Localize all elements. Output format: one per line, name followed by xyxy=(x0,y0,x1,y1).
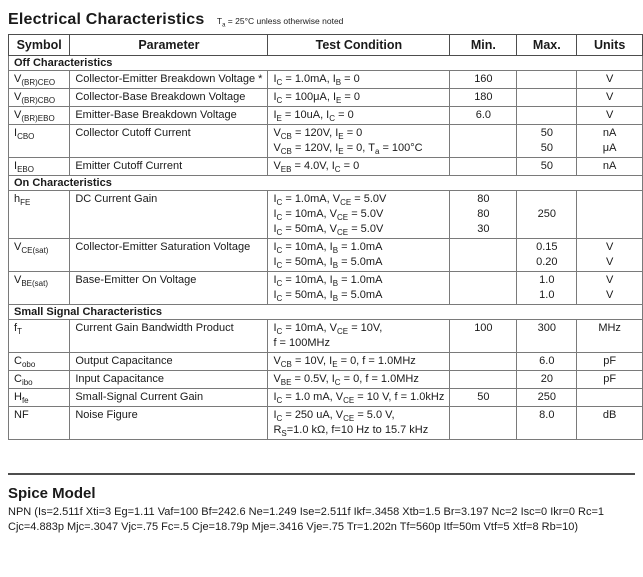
spice-model-line-1: NPN (Is=2.511f Xti=3 Eg=1.11 Vaf=100 Bf=242.6 Ne=1.249 Ise=2.511f Ikf=.3458 Xtb=1.5 Br=3.197 Nc=2 Isc=0 Ikr=0 Rc=1 xyxy=(8,506,605,518)
cell-symbol xyxy=(9,158,70,176)
cell-units xyxy=(577,125,643,158)
cell-min xyxy=(450,191,517,239)
cell-line: 6.0 xyxy=(475,109,492,121)
cell-line: dB xyxy=(602,409,617,421)
cell-min xyxy=(450,272,517,305)
table-row xyxy=(9,125,643,158)
table-row xyxy=(9,89,643,107)
spice-model-line-2: Cjc=4.883p Mjc=.3047 Vjc=.75 Fc=.5 Cje=18.79p Mje=.3416 Vje=.75 Tr=1.202n Tf=560p Itf=50m Vtf=5 Xtf=8 Rb=10) xyxy=(8,521,579,533)
cell-line xyxy=(455,423,511,438)
cell-max xyxy=(517,272,577,305)
cell-line: $I_C = 50mA$, $I_B = 5.0mA$ xyxy=(273,289,383,304)
cell-parameter xyxy=(70,407,268,440)
cell-line: 50 xyxy=(540,127,553,139)
cell-line xyxy=(455,141,511,156)
cell-max xyxy=(517,158,577,176)
cell-line: V xyxy=(605,274,614,286)
table-row xyxy=(9,191,643,239)
cell-parameter xyxy=(70,389,268,407)
column-header-test-condition: Test Condition xyxy=(268,35,450,56)
section-divider xyxy=(8,473,635,475)
cell-line: nA xyxy=(602,160,617,172)
cell-units xyxy=(577,272,643,305)
cell-line xyxy=(455,273,511,288)
cell-min xyxy=(450,107,517,125)
cell-max xyxy=(517,71,577,89)
table-row xyxy=(9,158,643,176)
cell-min xyxy=(450,389,517,407)
cell-symbol xyxy=(9,107,70,125)
cell-line: Collector Cutoff Current xyxy=(75,127,191,139)
cell-line: $I_C = 50mA$, $V_{CE} = 5.0V$ xyxy=(273,223,384,238)
cell-line xyxy=(522,336,571,351)
cell-line: $I_C = 10mA$, $V_{CE} = 10V$, xyxy=(273,322,383,337)
cell-conditions xyxy=(268,320,450,353)
cell-line: $C_{obo}$ xyxy=(14,355,36,370)
cell-line: NF xyxy=(14,409,29,421)
cell-units xyxy=(577,320,643,353)
cell-line: $V_{(BR)EBO}$ xyxy=(14,109,55,124)
cell-line: 80 xyxy=(477,193,490,205)
cell-line xyxy=(455,288,511,303)
cell-line: $V_{CB} = 120V$, $I_E = 0$, $T_a = 100^\circ C$ xyxy=(273,142,423,157)
cell-min xyxy=(450,239,517,272)
cell-line xyxy=(582,390,637,405)
cell-conditions xyxy=(268,407,450,440)
cell-conditions xyxy=(268,71,450,89)
cell-parameter xyxy=(70,239,268,272)
cell-line: 250 xyxy=(537,391,556,403)
cell-line: $I_C = 10mA$, $I_B = 1.0mA$ xyxy=(273,274,383,289)
cell-line xyxy=(455,372,511,387)
cell-line: $C_{ibo}$ xyxy=(14,373,33,388)
cell-line: Collector-Emitter Saturation Voltage xyxy=(75,241,251,253)
table-row xyxy=(9,371,643,389)
cell-max xyxy=(517,239,577,272)
cell-max xyxy=(517,389,577,407)
cell-line: 80 xyxy=(477,208,490,220)
cell-line: $V_{BE(sat)}$ xyxy=(14,274,49,289)
cell-line xyxy=(522,108,571,123)
cell-min xyxy=(450,71,517,89)
cell-line: $I_C = 250$ uA, $V_{CE} = 5.0$ V, xyxy=(273,409,395,424)
cell-parameter xyxy=(70,191,268,239)
cell-line: 50 xyxy=(477,391,490,403)
cell-line: nA xyxy=(602,127,617,139)
cell-line: $V_{BE} = 0.5V$, $I_C = 0$, f = 1.0MHz xyxy=(273,373,419,388)
cell-line: $R_S=1.0$ kΩ, f=10 Hz to 15.7 kHz xyxy=(273,424,429,439)
cell-parameter xyxy=(70,89,268,107)
table-row xyxy=(9,320,643,353)
cell-conditions xyxy=(268,371,450,389)
cell-max xyxy=(517,320,577,353)
cell-line: $V_{(BR)CEO}$ xyxy=(14,73,56,88)
cell-line: $I_E = 10uA$, $I_C = 0$ xyxy=(273,109,354,124)
cell-line: 30 xyxy=(477,223,490,235)
table-row xyxy=(9,407,643,440)
cell-conditions xyxy=(268,239,450,272)
cell-symbol xyxy=(9,89,70,107)
cell-line: 300 xyxy=(537,322,556,334)
cell-line: $h_{FE}$ xyxy=(14,193,31,208)
cell-units xyxy=(577,71,643,89)
cell-line: $V_{EB} = 4.0V$, $I_C = 0$ xyxy=(273,160,360,175)
cell-line: 0.15 xyxy=(536,241,558,253)
cell-max xyxy=(517,107,577,125)
electrical-characteristics-table xyxy=(8,34,643,440)
section-row xyxy=(9,305,643,320)
table-header-row xyxy=(9,35,643,56)
cell-max xyxy=(517,191,577,239)
cell-line: $I_{EBO}$ xyxy=(14,160,34,175)
cell-line: $I_C = 1.0mA$, $V_{CE} = 5.0V$ xyxy=(273,193,387,208)
cell-line: $I_C = 50mA$, $I_B = 5.0mA$ xyxy=(273,256,383,271)
cell-symbol xyxy=(9,191,70,239)
cell-max xyxy=(517,89,577,107)
cell-units xyxy=(577,353,643,371)
cell-line: $V_{CB} = 120V$, $I_E = 0$ xyxy=(273,127,363,142)
table-row xyxy=(9,71,643,89)
cell-parameter xyxy=(70,71,268,89)
cell-line xyxy=(455,354,511,369)
cell-line xyxy=(455,240,511,255)
cell-line: $f_T$ xyxy=(14,322,22,337)
cell-conditions xyxy=(268,353,450,371)
cell-line: f = 100MHz xyxy=(273,337,330,349)
cell-line xyxy=(522,423,571,438)
section-row xyxy=(9,56,643,71)
cell-line: $I_{CBO}$ xyxy=(14,127,35,142)
cell-units xyxy=(577,407,643,440)
table-row xyxy=(9,272,643,305)
cell-line: 1.0 xyxy=(539,289,555,301)
cell-line: Collector-Base Breakdown Voltage xyxy=(75,91,246,103)
table-row xyxy=(9,239,643,272)
cell-conditions xyxy=(268,191,450,239)
section-label: Small Signal Characteristics xyxy=(9,305,643,320)
cell-line: pF xyxy=(603,373,617,385)
cell-units xyxy=(577,389,643,407)
title-note: $T_a = 25^\circ C$ unless otherwise noted xyxy=(216,16,344,29)
cell-line xyxy=(582,222,637,237)
cell-min xyxy=(450,320,517,353)
cell-symbol xyxy=(9,272,70,305)
cell-line: 180 xyxy=(474,91,493,103)
cell-line: $H_{fe}$ xyxy=(14,391,29,406)
cell-line: $V_{CE(sat)}$ xyxy=(14,241,49,256)
column-header-symbol: Symbol xyxy=(9,35,70,56)
cell-line: $I_C = 1.0$ mA, $V_{CE} = 10$ V, f = 1.0kHz xyxy=(273,391,445,406)
cell-line xyxy=(455,126,511,141)
cell-max xyxy=(517,371,577,389)
cell-line: $V_{CB} = 10V$, $I_E = 0$, f = 1.0MHz xyxy=(273,355,416,370)
cell-parameter xyxy=(70,107,268,125)
cell-line xyxy=(455,159,511,174)
cell-units xyxy=(577,158,643,176)
cell-parameter xyxy=(70,371,268,389)
cell-symbol xyxy=(9,371,70,389)
section-row xyxy=(9,176,643,191)
cell-line: $V_{(BR)CBO}$ xyxy=(14,91,56,106)
cell-symbol xyxy=(9,407,70,440)
cell-min xyxy=(450,371,517,389)
table-row xyxy=(9,389,643,407)
cell-conditions xyxy=(268,107,450,125)
cell-line xyxy=(582,192,637,207)
cell-parameter xyxy=(70,353,268,371)
column-header-parameter: Parameter xyxy=(70,35,268,56)
section-label: Off Characteristics xyxy=(9,56,643,71)
cell-conditions xyxy=(268,89,450,107)
cell-line: Current Gain Bandwidth Product xyxy=(75,322,234,334)
cell-line xyxy=(455,255,511,270)
cell-line: V xyxy=(605,109,614,121)
page-title: Electrical Characteristics xyxy=(8,11,205,28)
characteristics-table-body xyxy=(9,56,643,440)
cell-max xyxy=(517,125,577,158)
cell-parameter xyxy=(70,320,268,353)
cell-conditions xyxy=(268,272,450,305)
cell-conditions xyxy=(268,158,450,176)
cell-line xyxy=(455,336,511,351)
cell-symbol xyxy=(9,239,70,272)
table-row xyxy=(9,107,643,125)
page-header xyxy=(8,11,635,29)
cell-line: $I_C = 10mA$, $I_B = 1.0mA$ xyxy=(273,241,383,256)
cell-line: Collector-Emitter Breakdown Voltage * xyxy=(75,73,263,85)
cell-symbol xyxy=(9,320,70,353)
cell-line: Output Capacitance xyxy=(75,355,173,367)
cell-line xyxy=(582,207,637,222)
cell-line xyxy=(522,90,571,105)
table-row xyxy=(9,353,643,371)
section-label: On Characteristics xyxy=(9,176,643,191)
cell-symbol xyxy=(9,389,70,407)
cell-max xyxy=(517,407,577,440)
cell-line: 50 xyxy=(540,160,553,172)
cell-line: V xyxy=(605,91,614,103)
cell-line: 100 xyxy=(474,322,493,334)
cell-max xyxy=(517,353,577,371)
cell-units xyxy=(577,191,643,239)
cell-conditions xyxy=(268,389,450,407)
cell-units xyxy=(577,239,643,272)
cell-line: MHz xyxy=(598,322,621,334)
cell-line: 6.0 xyxy=(539,355,555,367)
cell-units xyxy=(577,371,643,389)
cell-line: Emitter-Base Breakdown Voltage xyxy=(75,109,237,121)
cell-line: Base-Emitter On Voltage xyxy=(75,274,197,286)
cell-line: 8.0 xyxy=(539,409,555,421)
cell-symbol xyxy=(9,125,70,158)
column-header-max: Max. xyxy=(517,35,577,56)
cell-line xyxy=(522,72,571,87)
cell-symbol xyxy=(9,71,70,89)
cell-units xyxy=(577,107,643,125)
cell-parameter xyxy=(70,125,268,158)
cell-parameter xyxy=(70,272,268,305)
cell-line: V xyxy=(605,73,614,85)
cell-line xyxy=(582,423,637,438)
cell-line: 0.20 xyxy=(536,256,558,268)
cell-line xyxy=(522,222,571,237)
cell-line: 160 xyxy=(474,73,493,85)
spice-model-heading: Spice Model xyxy=(8,485,96,502)
column-header-min: Min. xyxy=(450,35,517,56)
cell-conditions xyxy=(268,125,450,158)
cell-line: V xyxy=(605,241,614,253)
cell-min xyxy=(450,89,517,107)
cell-line: 250 xyxy=(537,208,556,220)
cell-line: 50 xyxy=(540,142,553,154)
cell-line: V xyxy=(605,256,614,268)
cell-line xyxy=(522,192,571,207)
cell-line: 20 xyxy=(540,373,553,385)
cell-symbol xyxy=(9,353,70,371)
cell-line: $I_C = 1.0mA$, $I_B = 0$ xyxy=(273,73,360,88)
cell-line: pF xyxy=(603,355,617,367)
cell-min xyxy=(450,353,517,371)
cell-units xyxy=(577,89,643,107)
cell-parameter xyxy=(70,158,268,176)
cell-line: $I_C = 10mA$, $V_{CE} = 5.0V$ xyxy=(273,208,384,223)
cell-line: DC Current Gain xyxy=(75,193,158,205)
cell-min xyxy=(450,125,517,158)
cell-line: Emitter Cutoff Current xyxy=(75,160,183,172)
cell-min xyxy=(450,407,517,440)
column-header-units: Units xyxy=(577,35,643,56)
cell-line: $I_C = 100\mu A$, $I_E = 0$ xyxy=(273,91,361,106)
cell-line: V xyxy=(605,289,614,301)
cell-line xyxy=(582,336,637,351)
cell-line: Input Capacitance xyxy=(75,373,165,385)
cell-line: Small-Signal Current Gain xyxy=(75,391,204,403)
cell-line: Noise Figure xyxy=(75,409,138,421)
cell-line: μA xyxy=(602,142,617,154)
spice-model-text xyxy=(8,505,635,535)
cell-min xyxy=(450,158,517,176)
cell-line: 1.0 xyxy=(539,274,555,286)
cell-line xyxy=(455,408,511,423)
